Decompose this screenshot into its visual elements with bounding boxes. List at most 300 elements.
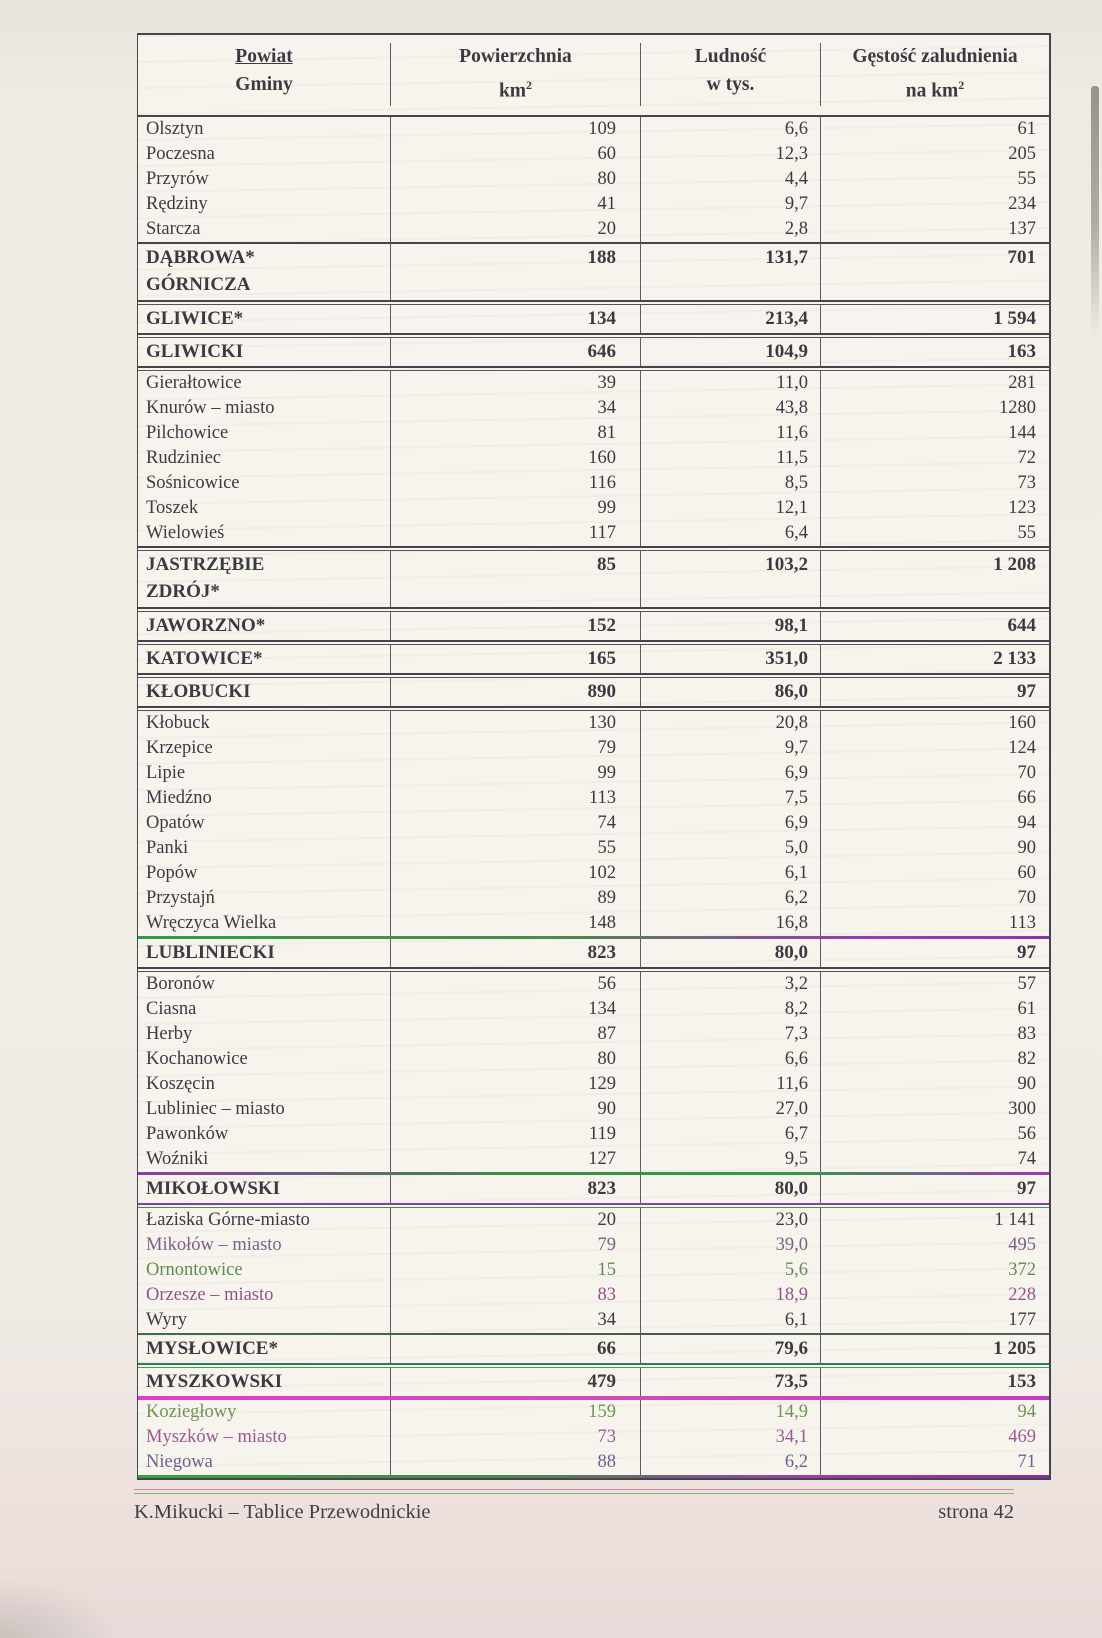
row-density-value: 153 xyxy=(1007,1371,1036,1392)
row-density-value: 57 xyxy=(1017,973,1036,994)
row-population-value: 18,9 xyxy=(641,1283,821,1308)
table-row xyxy=(138,711,1049,736)
footer-rule xyxy=(134,1489,1014,1494)
row-name-cell xyxy=(138,678,391,706)
row-population-value: 5,0 xyxy=(641,836,821,861)
row-population-value: 39,0 xyxy=(641,1233,821,1258)
row-population-value: 16,8 xyxy=(641,911,821,936)
row-population-value: 9,7 xyxy=(641,192,821,217)
row-name-cell xyxy=(138,612,391,640)
row-density-value: 113 xyxy=(1008,912,1036,933)
row-density-value: 1 208 xyxy=(993,553,1036,575)
row-population-value: 7,5 xyxy=(641,786,821,811)
row-name: GLIWICE* xyxy=(146,307,244,329)
row-population-value: 86,0 xyxy=(641,678,821,706)
row-name: Panki xyxy=(146,837,189,858)
row-name: LUBLINIECKI xyxy=(146,941,275,963)
row-population-value: 73,5 xyxy=(641,1368,821,1396)
row-area-value: 80 xyxy=(391,167,641,192)
row-area-value: 890 xyxy=(391,678,641,706)
row-name: Niegowa xyxy=(146,1452,213,1472)
row-name: Wyry xyxy=(146,1309,188,1330)
row-area-value: 160 xyxy=(391,446,641,471)
row-area-value: 60 xyxy=(391,142,641,167)
table-row xyxy=(138,1450,1049,1475)
header-powiat-label: Powiat xyxy=(235,46,293,67)
row-area-value: 117 xyxy=(391,521,641,546)
row-name-cell xyxy=(138,939,391,967)
row-name-cell xyxy=(138,1122,391,1147)
row-density-value: 2 133 xyxy=(993,647,1036,669)
row-name-cell xyxy=(138,471,391,496)
row-area-value: 646 xyxy=(391,338,641,366)
row-name-cell xyxy=(138,244,391,300)
row-population-value: 8,5 xyxy=(641,471,821,496)
table-row xyxy=(138,997,1049,1022)
row-name-cell xyxy=(138,167,391,192)
row-density-value: 205 xyxy=(1008,143,1036,164)
row-population-value: 98,1 xyxy=(641,612,821,640)
row-density-value: 97 xyxy=(1017,1177,1036,1199)
row-name: Starcza xyxy=(146,218,201,239)
row-population-value: 6,9 xyxy=(641,811,821,836)
row-density-value: 228 xyxy=(1008,1284,1036,1305)
table-row xyxy=(138,1022,1049,1047)
row-name-cell xyxy=(138,1308,391,1333)
row-population-value: 3,2 xyxy=(641,972,821,997)
row-name-cell xyxy=(138,736,391,761)
row-density-value: 300 xyxy=(1008,1098,1036,1119)
row-density-value: 177 xyxy=(1008,1309,1036,1330)
row-area-value: 79 xyxy=(391,736,641,761)
table-row xyxy=(138,117,1049,142)
row-name: Opatów xyxy=(146,812,205,833)
row-name-cell xyxy=(138,551,391,607)
row-density-value: 70 xyxy=(1017,887,1036,908)
row-name-cell xyxy=(138,396,391,421)
table-row xyxy=(138,786,1049,811)
row-population-value: 9,7 xyxy=(641,736,821,761)
row-density-value: 97 xyxy=(1017,680,1036,702)
row-name-cell xyxy=(138,1400,391,1425)
footer-page-number: strona 42 xyxy=(938,1501,1014,1523)
header-population-label: Ludność xyxy=(694,46,767,67)
row-population-value: 8,2 xyxy=(641,997,821,1022)
page-footer xyxy=(134,1489,1014,1524)
row-name: Przyrów xyxy=(146,168,209,189)
row-name-cell xyxy=(138,972,391,997)
row-name-cell xyxy=(138,142,391,167)
row-name: Koziegłowy xyxy=(146,1402,237,1422)
table-row xyxy=(138,1208,1049,1233)
row-name-cell xyxy=(138,997,391,1022)
row-name: Przystajń xyxy=(146,887,215,908)
row-name: Knurów – miasto xyxy=(146,397,275,418)
table-row xyxy=(138,1368,1049,1396)
row-density-value: 74 xyxy=(1017,1148,1036,1169)
row-name: Gierałtowice xyxy=(146,372,242,393)
row-population-value: 6,6 xyxy=(641,1047,821,1072)
row-name: Rędziny xyxy=(146,193,208,214)
row-density-value: 71 xyxy=(1017,1452,1036,1472)
row-area-value: 165 xyxy=(391,645,641,673)
header-gminy-label: Gminy xyxy=(235,74,293,95)
row-population-value: 213,4 xyxy=(641,305,821,333)
row-density-value: 163 xyxy=(1007,340,1036,362)
row-name-line2: GÓRNICZA xyxy=(146,273,251,295)
row-name: Miedźno xyxy=(146,787,212,808)
row-area-value: 99 xyxy=(391,496,641,521)
row-population-value: 34,1 xyxy=(641,1425,821,1450)
row-area-value: 15 xyxy=(391,1258,641,1283)
row-area-value: 127 xyxy=(391,1147,641,1172)
row-name-cell xyxy=(138,1208,391,1233)
row-name: Woźniki xyxy=(146,1148,209,1169)
table-row xyxy=(138,612,1049,640)
row-population-value: 11,5 xyxy=(641,446,821,471)
row-name: Rudziniec xyxy=(146,447,222,468)
row-name: Krzepice xyxy=(146,737,213,758)
row-area-value: 134 xyxy=(391,997,641,1022)
header-area-unit-sup: 2 xyxy=(526,78,533,92)
row-population-value: 5,6 xyxy=(641,1258,821,1283)
table-bottom-rule xyxy=(138,1475,1049,1478)
row-name: Boronów xyxy=(146,973,215,994)
row-population-value: 103,2 xyxy=(641,551,821,607)
row-name: Ornontowice xyxy=(146,1259,243,1280)
column-header-density xyxy=(821,43,1049,106)
row-name-cell xyxy=(138,217,391,242)
row-population-value: 6,2 xyxy=(641,886,821,911)
row-density-value: 56 xyxy=(1017,1123,1036,1144)
row-name: Łaziska Górne-miasto xyxy=(146,1209,310,1230)
row-population-value: 6,4 xyxy=(641,521,821,546)
row-density-value: 644 xyxy=(1007,614,1036,636)
row-population-value: 6,7 xyxy=(641,1122,821,1147)
table-row xyxy=(138,192,1049,217)
row-density-value: 160 xyxy=(1008,712,1036,733)
row-name-cell xyxy=(138,305,391,333)
row-area-value: 79 xyxy=(391,1233,641,1258)
table-row xyxy=(138,471,1049,496)
row-area-value: 129 xyxy=(391,1072,641,1097)
row-area-value: 34 xyxy=(391,396,641,421)
row-name: MYSZKOWSKI xyxy=(146,1371,283,1392)
table-row xyxy=(138,1308,1049,1333)
row-area-value: 83 xyxy=(391,1283,641,1308)
row-name-cell xyxy=(138,911,391,936)
row-density-value: 495 xyxy=(1008,1234,1036,1255)
row-population-value: 11,6 xyxy=(641,421,821,446)
row-name: Toszek xyxy=(146,497,199,518)
table-row xyxy=(138,1097,1049,1122)
table-row xyxy=(138,305,1049,333)
row-density-value: 1 594 xyxy=(993,307,1036,329)
table-row xyxy=(138,142,1049,167)
row-area-value: 56 xyxy=(391,972,641,997)
row-density-value: 61 xyxy=(1017,118,1036,139)
row-density-value: 97 xyxy=(1017,941,1036,963)
row-density-value: 137 xyxy=(1008,218,1036,239)
header-area-label: Powierzchnia xyxy=(459,46,572,67)
row-name: GLIWICKI xyxy=(146,340,244,362)
table-row xyxy=(138,1047,1049,1072)
row-name-cell xyxy=(138,192,391,217)
table-row xyxy=(138,1233,1049,1258)
table-row xyxy=(138,1283,1049,1308)
row-name-cell xyxy=(138,446,391,471)
row-name-cell xyxy=(138,1335,391,1363)
table-row xyxy=(138,1175,1049,1203)
row-density-value: 144 xyxy=(1008,422,1036,443)
header-density-unit-sup: 2 xyxy=(958,78,965,92)
row-density-value: 124 xyxy=(1008,737,1036,758)
row-population-value: 80,0 xyxy=(641,1175,821,1203)
footer-source: K.Mikucki – Tablice Przewodnickie xyxy=(134,1501,431,1523)
table-row xyxy=(138,1122,1049,1147)
scan-corner-artifact xyxy=(0,1578,120,1638)
header-population-unit: w tys. xyxy=(706,74,755,95)
row-population-value: 6,6 xyxy=(641,117,821,142)
table-row xyxy=(138,736,1049,761)
table-row xyxy=(138,861,1049,886)
row-population-value: 104,9 xyxy=(641,338,821,366)
row-area-value: 74 xyxy=(391,811,641,836)
row-area-value: 130 xyxy=(391,711,641,736)
row-area-value: 89 xyxy=(391,886,641,911)
row-area-value: 87 xyxy=(391,1022,641,1047)
row-area-value: 20 xyxy=(391,217,641,242)
row-name-cell xyxy=(138,1368,391,1396)
row-population-value: 131,7 xyxy=(641,244,821,300)
row-name: Poczesna xyxy=(146,143,215,164)
row-area-value: 119 xyxy=(391,1122,641,1147)
row-name-cell xyxy=(138,338,391,366)
table-row xyxy=(138,421,1049,446)
row-name-cell xyxy=(138,1425,391,1450)
row-area-value: 99 xyxy=(391,761,641,786)
table-row xyxy=(138,167,1049,192)
row-density-value: 73 xyxy=(1017,472,1036,493)
row-area-value: 80 xyxy=(391,1047,641,1072)
row-population-value: 4,4 xyxy=(641,167,821,192)
row-name: DĄBROWA* xyxy=(146,246,255,268)
row-area-value: 39 xyxy=(391,371,641,396)
row-name: Sośnicowice xyxy=(146,472,240,493)
row-population-value: 43,8 xyxy=(641,396,821,421)
row-name: Orzesze – miasto xyxy=(146,1284,274,1305)
table-row xyxy=(138,338,1049,366)
row-name: MIKOŁOWSKI xyxy=(146,1177,281,1199)
row-area-value: 479 xyxy=(391,1368,641,1396)
row-name-cell xyxy=(138,761,391,786)
row-name: Herby xyxy=(146,1023,193,1044)
row-population-value: 6,2 xyxy=(641,1450,821,1475)
table-row xyxy=(138,496,1049,521)
row-population-value: 6,9 xyxy=(641,761,821,786)
table-row xyxy=(138,446,1049,471)
row-area-value: 823 xyxy=(391,939,641,967)
row-name-cell xyxy=(138,1175,391,1203)
table-row xyxy=(138,1400,1049,1425)
row-name-line2: ZDRÓJ* xyxy=(146,580,220,602)
row-area-value: 66 xyxy=(391,1335,641,1363)
row-name: JAWORZNO* xyxy=(146,614,266,636)
row-area-value: 90 xyxy=(391,1097,641,1122)
row-population-value: 14,9 xyxy=(641,1400,821,1425)
table-row xyxy=(138,1335,1049,1363)
row-name-cell xyxy=(138,1022,391,1047)
table-row xyxy=(138,886,1049,911)
row-name: Wręczyca Wielka xyxy=(146,912,277,933)
row-name: Lipie xyxy=(146,762,186,783)
row-area-value: 55 xyxy=(391,836,641,861)
row-name: Mikołów – miasto xyxy=(146,1234,282,1255)
row-name-cell xyxy=(138,811,391,836)
row-area-value: 73 xyxy=(391,1425,641,1450)
row-name-cell xyxy=(138,521,391,546)
row-area-value: 116 xyxy=(391,471,641,496)
table-header-row xyxy=(138,35,1049,117)
row-area-value: 41 xyxy=(391,192,641,217)
row-name-cell xyxy=(138,1258,391,1283)
row-population-value: 351,0 xyxy=(641,645,821,673)
row-name-cell xyxy=(138,1233,391,1258)
row-name: Olsztyn xyxy=(146,118,204,139)
row-name: Koszęcin xyxy=(146,1073,215,1094)
header-area-unit: km xyxy=(498,80,527,102)
row-area-value: 152 xyxy=(391,612,641,640)
row-population-value: 79,6 xyxy=(641,1335,821,1363)
row-population-value: 11,6 xyxy=(641,1072,821,1097)
row-name-cell xyxy=(138,117,391,142)
row-name: Wielowieś xyxy=(146,522,225,543)
table-body xyxy=(138,117,1049,1479)
row-name-cell xyxy=(138,421,391,446)
table-row xyxy=(138,761,1049,786)
table-row xyxy=(138,1425,1049,1450)
table-row xyxy=(138,244,1049,300)
row-name-cell xyxy=(138,1047,391,1072)
column-header-powiat-gminy xyxy=(138,43,391,106)
row-name: MYSŁOWICE* xyxy=(146,1338,278,1359)
row-area-value: 20 xyxy=(391,1208,641,1233)
row-area-value: 159 xyxy=(391,1400,641,1425)
row-area-value: 102 xyxy=(391,861,641,886)
row-density-value: 701 xyxy=(1007,246,1036,268)
row-name-cell xyxy=(138,371,391,396)
table-row xyxy=(138,972,1049,997)
row-density-value: 60 xyxy=(1017,862,1036,883)
row-population-value: 6,1 xyxy=(641,1308,821,1333)
row-name: Ciasna xyxy=(146,998,197,1019)
row-area-value: 85 xyxy=(391,551,641,607)
row-name-cell xyxy=(138,1450,391,1475)
table-row xyxy=(138,811,1049,836)
row-density-value: 469 xyxy=(1008,1427,1036,1447)
row-name: JASTRZĘBIE xyxy=(146,553,265,575)
row-area-value: 88 xyxy=(391,1450,641,1475)
header-density-label: Gęstość zaludnienia xyxy=(852,46,1018,67)
row-name-cell xyxy=(138,786,391,811)
column-header-population xyxy=(641,43,821,106)
row-density-value: 372 xyxy=(1008,1259,1036,1280)
row-population-value: 9,5 xyxy=(641,1147,821,1172)
row-area-value: 34 xyxy=(391,1308,641,1333)
row-name: Pawonków xyxy=(146,1123,229,1144)
row-name: Kochanowice xyxy=(146,1048,248,1069)
row-density-value: 72 xyxy=(1017,447,1036,468)
row-name-cell xyxy=(138,711,391,736)
row-name-cell xyxy=(138,1283,391,1308)
table-row xyxy=(138,396,1049,421)
row-name: Popów xyxy=(146,862,198,883)
row-area-value: 823 xyxy=(391,1175,641,1203)
row-area-value: 81 xyxy=(391,421,641,446)
table-row xyxy=(138,645,1049,673)
table-row xyxy=(138,1258,1049,1283)
row-name-cell xyxy=(138,836,391,861)
row-area-value: 134 xyxy=(391,305,641,333)
row-density-value: 1 141 xyxy=(994,1209,1036,1230)
row-name: KŁOBUCKI xyxy=(146,680,251,702)
row-population-value: 2,8 xyxy=(641,217,821,242)
row-density-value: 1 205 xyxy=(993,1338,1036,1359)
row-population-value: 12,3 xyxy=(641,142,821,167)
row-density-value: 61 xyxy=(1017,998,1036,1019)
row-density-value: 55 xyxy=(1017,522,1036,543)
row-area-value: 148 xyxy=(391,911,641,936)
row-area-value: 109 xyxy=(391,117,641,142)
table-row xyxy=(138,1072,1049,1097)
table-row xyxy=(138,521,1049,546)
row-name: Lubliniec – miasto xyxy=(146,1098,285,1119)
row-population-value: 27,0 xyxy=(641,1097,821,1122)
row-name: Kłobuck xyxy=(146,712,210,733)
row-density-value: 66 xyxy=(1017,787,1036,808)
row-population-value: 20,8 xyxy=(641,711,821,736)
footer-text-row xyxy=(134,1501,1014,1524)
row-density-value: 90 xyxy=(1017,837,1036,858)
row-density-value: 281 xyxy=(1008,372,1036,393)
row-population-value: 23,0 xyxy=(641,1208,821,1233)
row-name-cell xyxy=(138,496,391,521)
table-row xyxy=(138,678,1049,706)
scan-edge-artifact xyxy=(1091,86,1099,336)
row-name-cell xyxy=(138,861,391,886)
table-row xyxy=(138,371,1049,396)
row-density-value: 94 xyxy=(1017,812,1036,833)
table-row xyxy=(138,911,1049,936)
row-density-value: 82 xyxy=(1017,1048,1036,1069)
header-density-unit: na km xyxy=(905,80,959,102)
row-density-value: 90 xyxy=(1017,1073,1036,1094)
row-name: Myszków – miasto xyxy=(146,1427,287,1447)
table-row xyxy=(138,1147,1049,1172)
column-header-area xyxy=(391,43,641,106)
row-area-value: 113 xyxy=(391,786,641,811)
row-density-value: 55 xyxy=(1017,168,1036,189)
table-row xyxy=(138,836,1049,861)
row-density-value: 123 xyxy=(1008,497,1036,518)
table-row xyxy=(138,939,1049,967)
row-density-value: 83 xyxy=(1017,1023,1036,1044)
row-name-cell xyxy=(138,645,391,673)
row-name-cell xyxy=(138,1072,391,1097)
row-density-value: 234 xyxy=(1008,193,1036,214)
row-name-cell xyxy=(138,886,391,911)
row-population-value: 80,0 xyxy=(641,939,821,967)
